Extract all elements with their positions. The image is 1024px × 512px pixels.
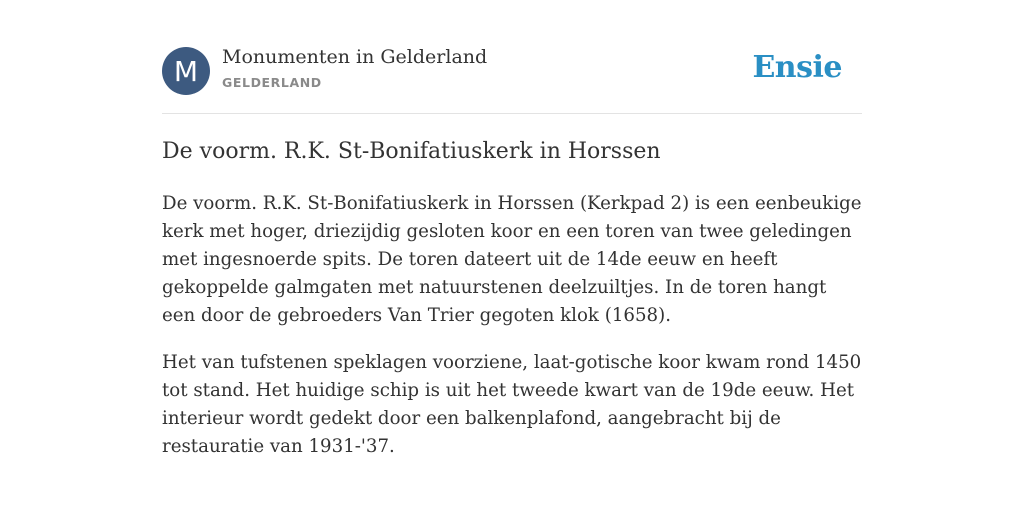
article-title: De voorm. R.K. St-Bonifatiuskerk in Horssen xyxy=(162,139,661,164)
article-body xyxy=(162,190,862,480)
header xyxy=(162,0,862,114)
article-paragraph: Het van tufstenen speklagen voorziene, laat-gotische koor kwam rond 1450 tot stand. Het huidige schip is uit het tweede kwart van de 19de eeuw. Het interieur wordt gedekt door een balkenplafond, aangebracht bij de restauratie van 1931-'37. xyxy=(162,352,862,457)
source-region: GELDERLAND xyxy=(222,75,322,90)
brand-logo[interactable]: Ensie xyxy=(752,50,842,85)
article-paragraph: De voorm. R.K. St-Bonifatiuskerk in Horssen (Kerkpad 2) is een eenbeukige kerk met hoger, driezijdig gesloten koor en een toren van twee geledingen met ingesnoerde spits. De toren dateert uit de 14de eeuw en heeft gekoppelde galmgaten met natuurstenen deelzuiltjes. In de toren hangt een door de gebroeders Van Trier gegoten klok (1658). xyxy=(162,193,862,326)
source-name-link[interactable]: Monumenten in Gelderland xyxy=(222,46,488,68)
page-container xyxy=(162,0,862,457)
source-avatar[interactable]: M xyxy=(162,47,210,95)
